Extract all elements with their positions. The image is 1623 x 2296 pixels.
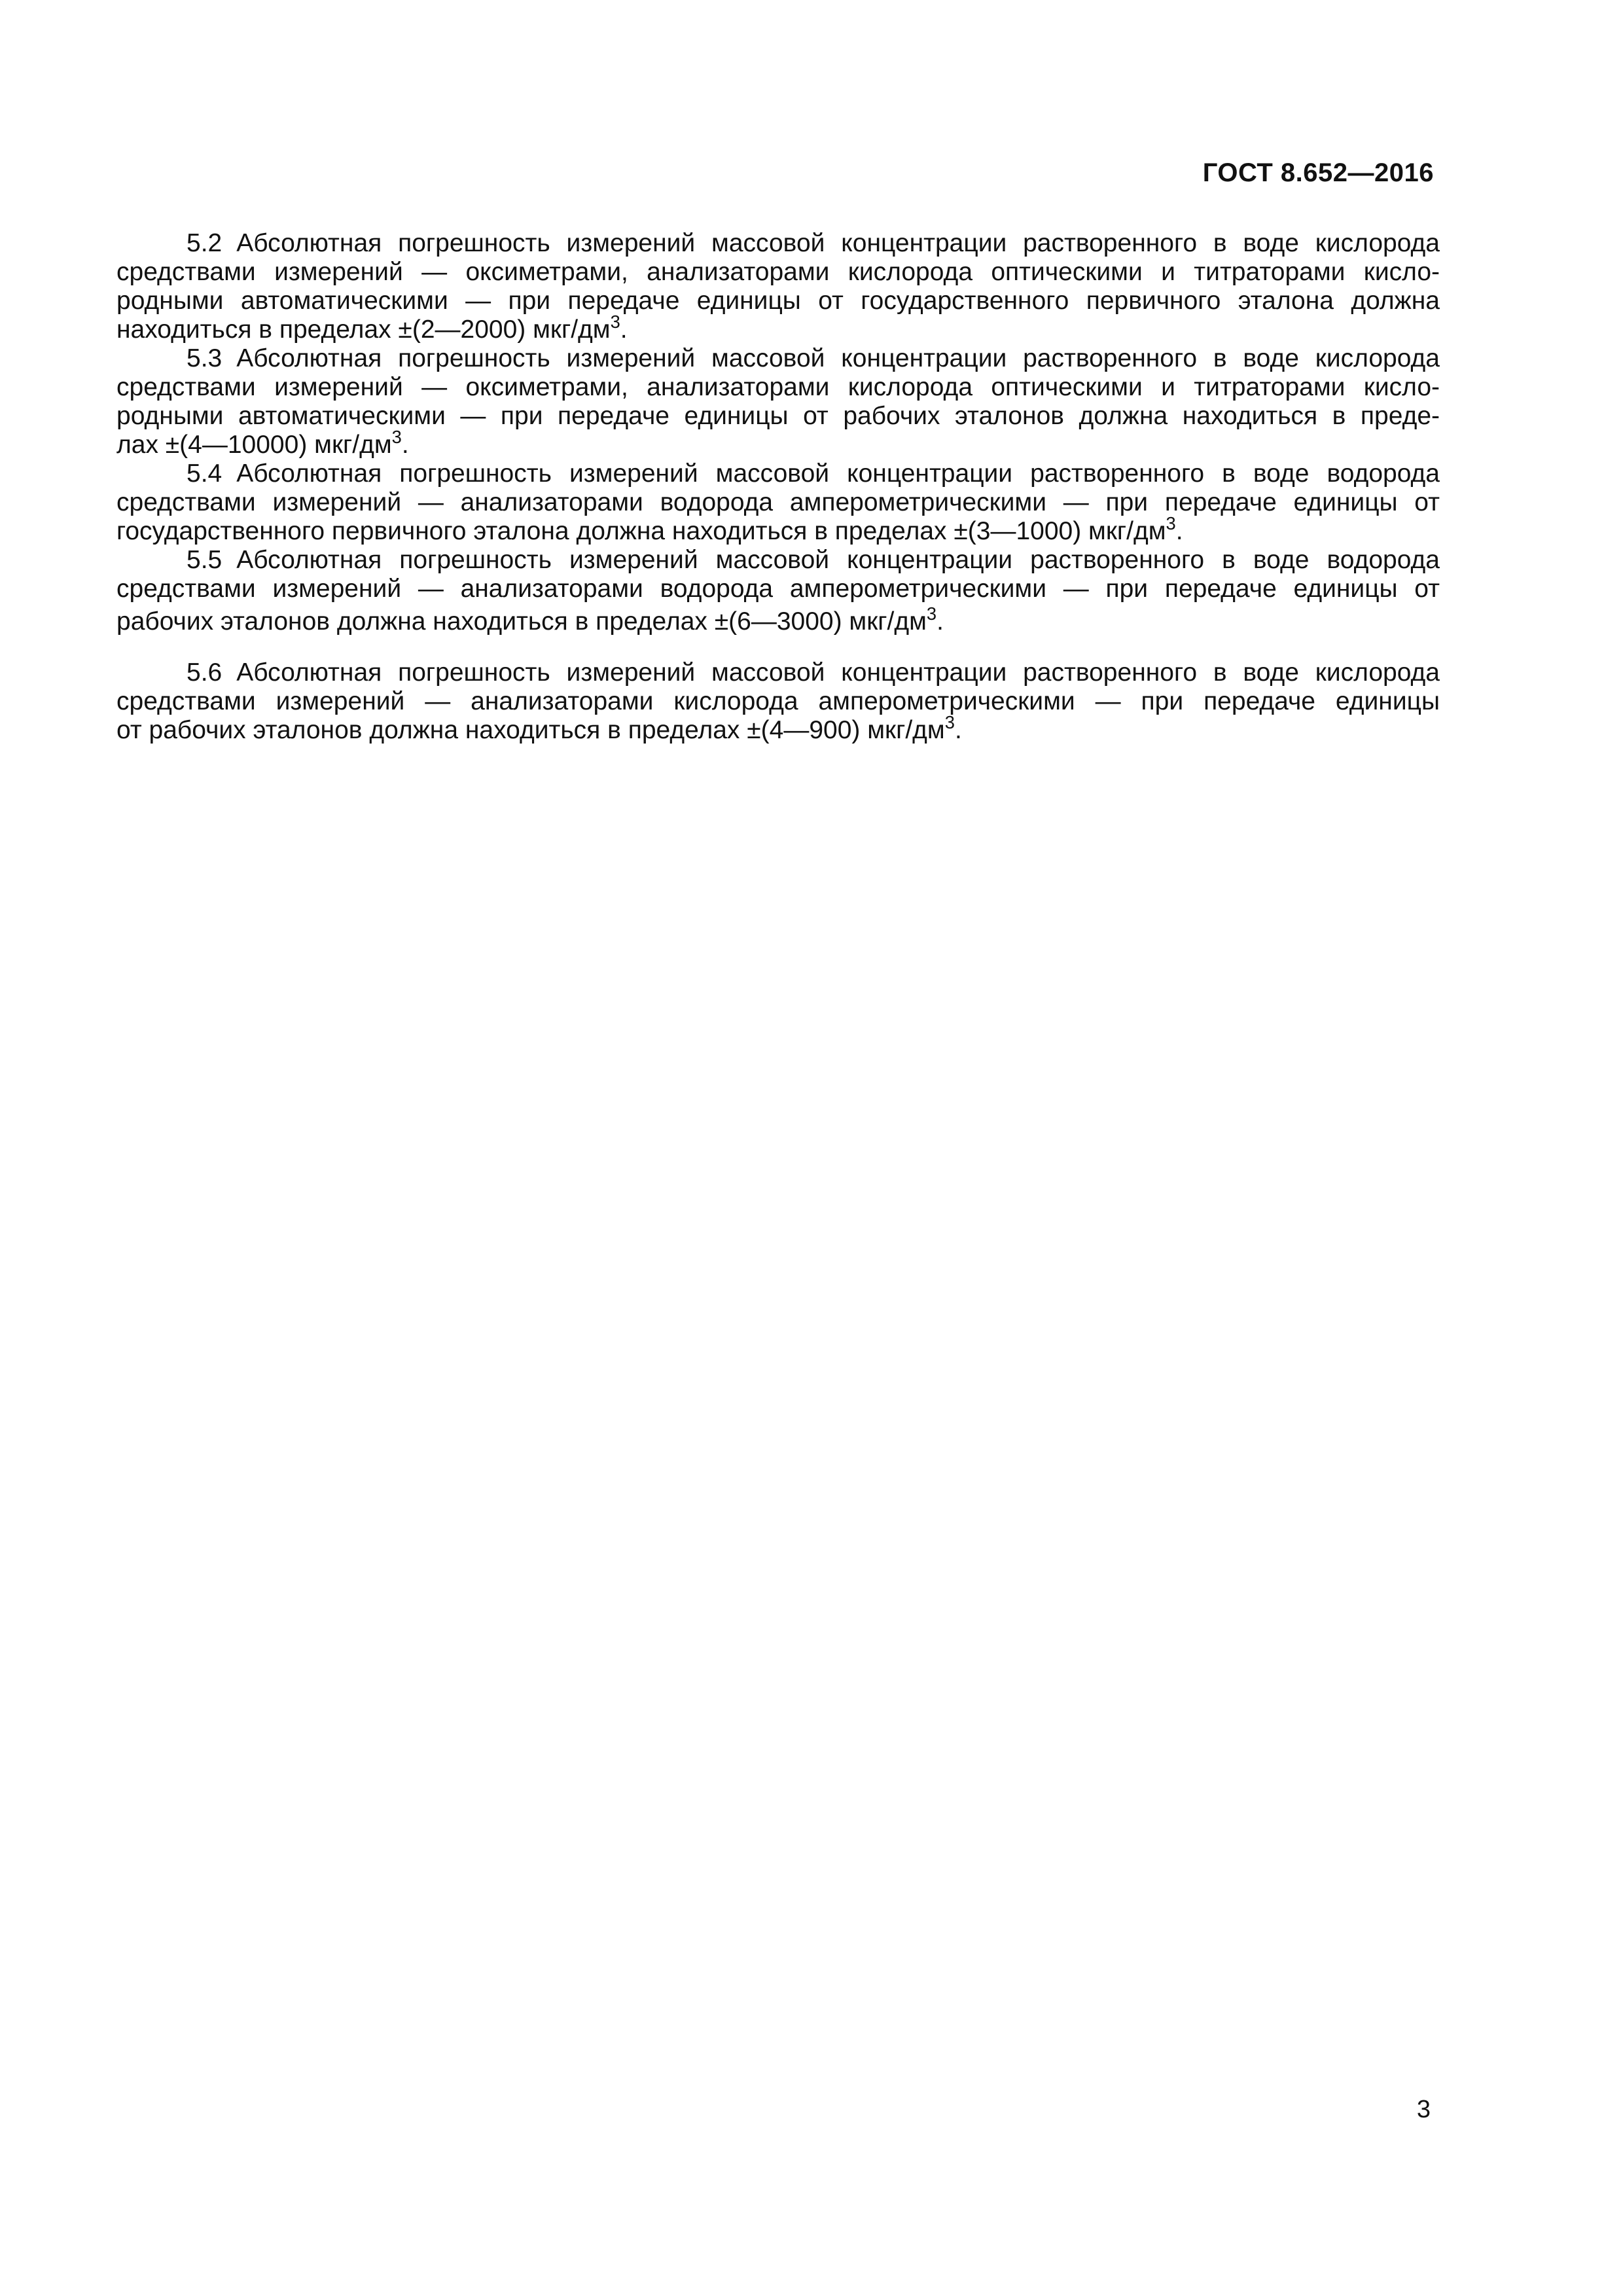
clause-end-mark: . [401,431,409,459]
clause-end-mark: . [936,607,944,636]
clause-end-mark: . [954,716,962,744]
clause-number: 5.5 [187,546,223,574]
clause-text-line: средствами измерений — оксиметрами, анализаторами кислорода оптическими и титраторами кисло- [116,373,1440,401]
clause-text-line: от рабочих эталонов должна находиться в пределах ±(4—900) мкг/дм [116,716,945,744]
clause-5-5 [116,547,1440,645]
clause-text-line: Абсолютная погрешность измерений массовой концентрации растворенного в воде кислорода [236,344,1440,372]
clause-text-line: средствами измерений — оксиметрами, анализаторами кислорода оптическими и титраторами кисло- [116,258,1440,286]
page-header: ГОСТ 8.652—2016 [1202,158,1434,187]
clause-text-line: родными автоматическими — при передаче единицы от рабочих эталонов должна находиться в преде- [116,402,1440,430]
clause-text-line: Абсолютная погрешность измерений массовой концентрации растворенного в воде кислорода [236,658,1440,687]
clause-number: 5.3 [187,344,223,372]
clause-text-line: средствами измерений — анализаторами водорода амперометрическими — при передаче единицы от [116,575,1440,603]
clause-number: 5.6 [187,658,223,687]
clause-5-2 [116,230,1440,346]
clause-text-line: лах ±(4—10000) мкг/дм [116,431,392,459]
superscript: 3 [1166,513,1176,533]
superscript: 3 [926,603,937,624]
clause-text-line: государственного первичного эталона должна находиться в пределах ±(3—1000) мкг/дм [116,517,1166,545]
clause-5-3 [116,346,1440,461]
page-number: 3 [1416,2096,1431,2123]
clause-text-line: родными автоматическими — при передаче единицы от государственного первичного эталона должна [116,287,1440,315]
superscript: 3 [391,427,402,447]
clause-text-line: рабочих эталонов должна находиться в пределах ±(6—3000) мкг/дм [116,607,927,636]
clause-number: 5.2 [187,229,223,257]
superscript: 3 [944,712,955,732]
clause-text-line: средствами измерений — анализаторами кислорода амперометрическими — при передаче единицы [116,687,1440,715]
clause-text-line: Абсолютная погрешность измерений массовой концентрации растворенного в воде водорода [236,546,1440,574]
document-body [116,230,1440,746]
clause-text-line: Абсолютная погрешность измерений массовой концентрации растворенного в воде кислорода [236,229,1440,257]
clause-text-line: средствами измерений — анализаторами водорода амперометрическими — при передаче единицы от [116,488,1440,516]
clause-text-line: Абсолютная погрешность измерений массовой концентрации растворенного в воде водорода [236,459,1440,488]
clause-end-mark: . [1175,517,1183,545]
clause-end-mark: . [620,315,628,344]
clause-5-6 [116,660,1440,746]
clause-5-4 [116,461,1440,547]
clause-text-line: находиться в пределах ±(2—2000) мкг/дм [116,315,611,344]
clause-number: 5.4 [187,459,223,488]
superscript: 3 [610,312,620,332]
